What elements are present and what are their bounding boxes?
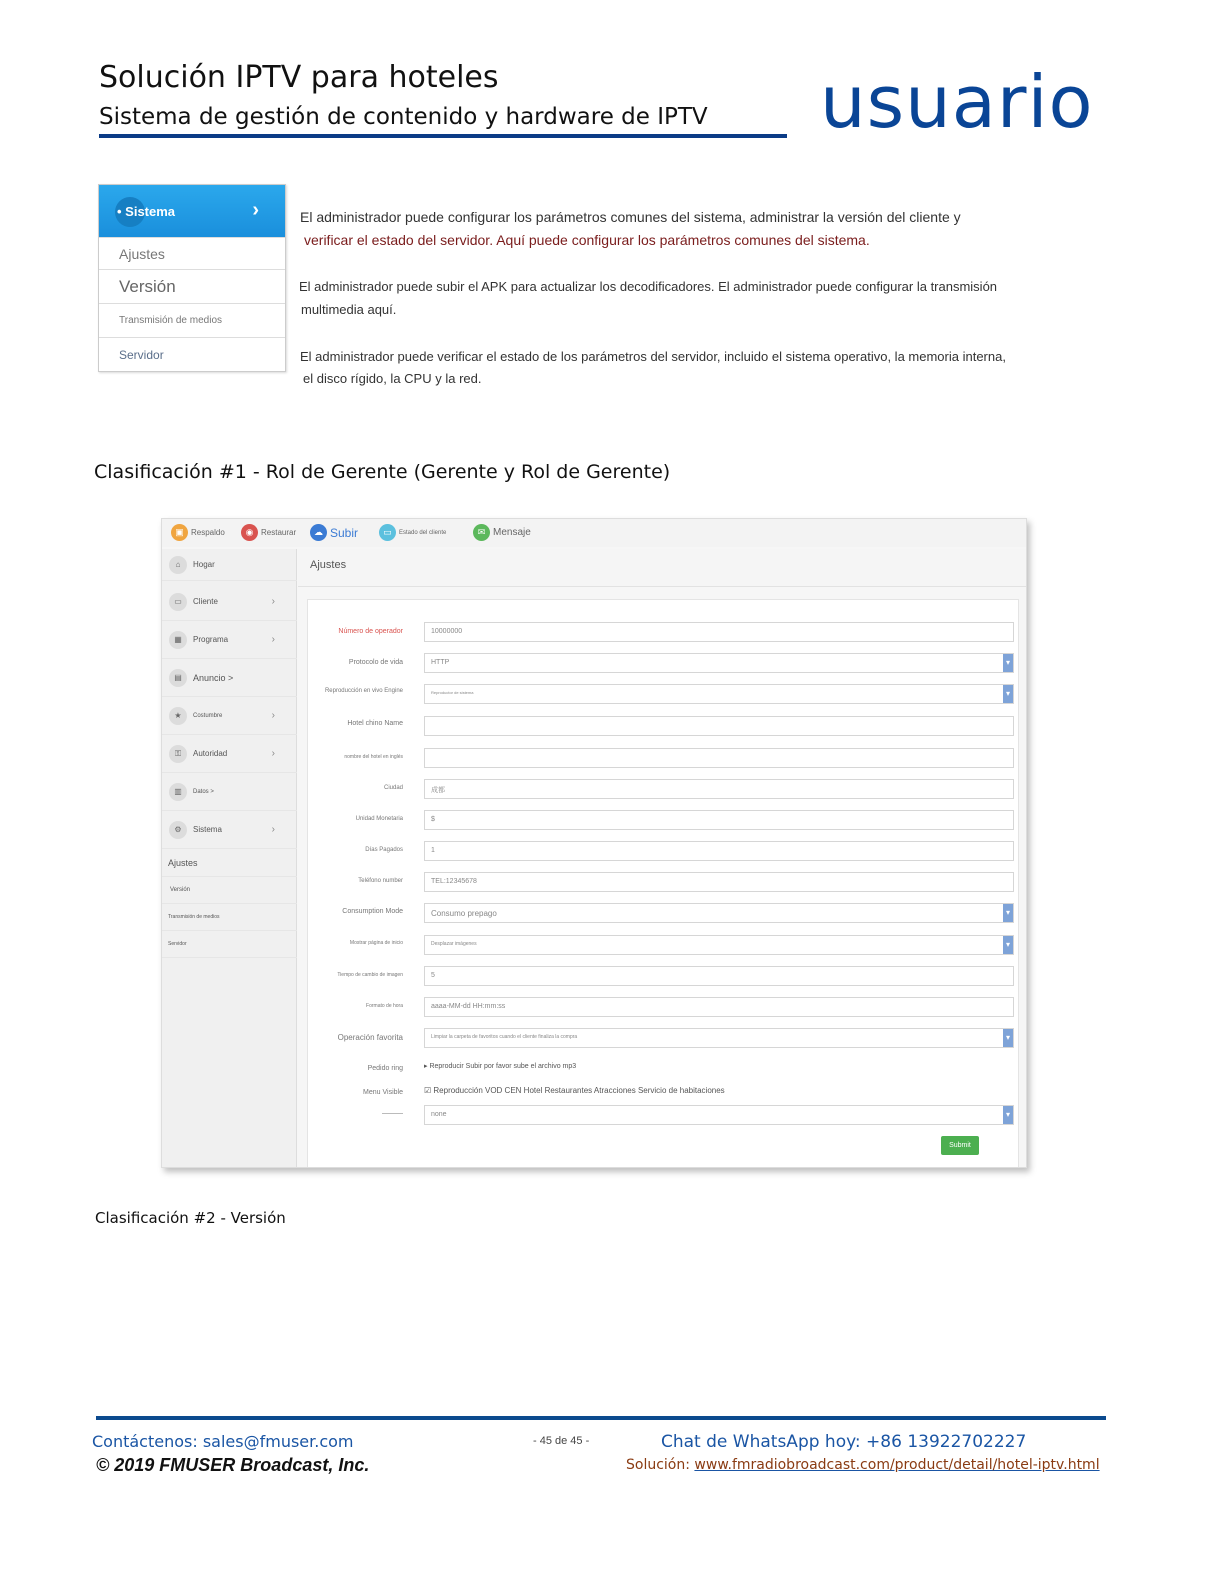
toolbar-backup[interactable]: ▣ Respaldo — [171, 524, 225, 541]
desc-paragraph-1-line-1: El administrador puede configurar los parámetros comunes del sistema, administrar la versión del cliente y — [300, 209, 961, 225]
currency-input[interactable]: $ — [424, 810, 1014, 830]
toolbar-restore[interactable]: ◉ Restaurar — [241, 524, 296, 541]
sidebar-sub-version[interactable]: Versión — [162, 877, 297, 904]
page-title: Ajustes — [298, 549, 1027, 587]
monitor-icon: ▭ — [379, 524, 396, 541]
menu-item-ajustes[interactable]: Ajustes — [99, 237, 285, 269]
menu-item-servidor[interactable]: Servidor — [99, 337, 285, 372]
label-operator: Número de operador — [338, 628, 403, 635]
home-icon: ⌂ — [169, 556, 187, 574]
ring-row[interactable]: ▸ Reproducir Subir por favor sube el archivo mp3 — [424, 1063, 577, 1070]
footer-divider — [96, 1416, 1106, 1420]
sidebar-item-data[interactable]: ▥ Datos > — [162, 773, 297, 811]
footer-solution-link[interactable]: www.fmradiobroadcast.com/product/detail/hotel-iptv.html — [694, 1457, 1100, 1473]
desc-paragraph-2-line-2: multimedia aquí. — [301, 302, 397, 317]
toolbar — [162, 519, 1027, 547]
chevron-right-icon: › — [252, 199, 259, 221]
sidebar-item-custom[interactable]: ★ Costumbre › — [162, 697, 297, 735]
classification-2-heading: Clasificación #2 - Versión — [95, 1209, 286, 1227]
label-homepage: Mostrar página de inicio — [349, 940, 403, 946]
upload-icon: ☁ — [310, 524, 327, 541]
ad-icon: ▤ — [169, 669, 187, 687]
desc-paragraph-3-line-2: el disco rígido, la CPU y la red. — [303, 371, 482, 386]
label-phone: Teléfono number — [358, 878, 403, 884]
settings-form — [307, 599, 1019, 1168]
screenshot-sidebar — [162, 549, 297, 1168]
image-time-input[interactable]: 5 — [424, 966, 1014, 986]
header-divider — [99, 134, 787, 138]
sidebar-item-ad[interactable]: ▤ Anuncio > — [162, 659, 297, 697]
page-number: - 45 de 45 - — [533, 1435, 590, 1447]
system-menu — [98, 184, 286, 372]
chevron-right-icon: › — [271, 748, 275, 759]
sidebar-item-client[interactable]: ▭ Cliente › — [162, 583, 297, 621]
chart-icon: ▥ — [169, 783, 187, 801]
footer-solution — [626, 1457, 1100, 1473]
favorite-select[interactable]: Limpiar la carpeta de favoritos cuando el cliente finaliza la compra ▾ — [424, 1028, 1014, 1048]
sidebar-sub-server[interactable]: Servidor — [162, 931, 297, 958]
sidebar-item-system[interactable]: ⚙ Sistema › — [162, 811, 297, 849]
gear-icon: ⚙ — [169, 821, 187, 839]
label-protocol: Protocolo de vida — [348, 659, 403, 666]
footer-contact[interactable]: Contáctenos: sales@fmuser.com — [92, 1432, 354, 1451]
city-input[interactable]: 成都 — [424, 779, 1014, 799]
sidebar-sub-streaming[interactable]: Transmisión de medios — [162, 904, 297, 931]
monitor-icon: ▭ — [169, 593, 187, 611]
key-icon: ⚿ — [169, 745, 187, 763]
time-format-input[interactable]: aaaa-MM-dd HH:mm:ss — [424, 997, 1014, 1017]
menu-item-version[interactable]: Versión — [99, 269, 285, 303]
checkbox-icon[interactable]: ☑ — [424, 1086, 432, 1095]
chevron-right-icon: › — [271, 596, 275, 607]
toolbar-message[interactable]: ✉ Mensaje — [473, 524, 531, 541]
label-menu-visible: Menu Visible — [363, 1089, 403, 1096]
settings-screenshot — [161, 518, 1027, 1168]
label-image-time: Tiempo de cambio de imagen — [337, 972, 403, 978]
document-title: Solución IPTV para hoteles — [99, 60, 499, 95]
menu-visible-row[interactable]: ☑ Reproducción VOD CEN Hotel Restaurantes Atracciones Servicio de habitaciones — [424, 1086, 725, 1095]
label-time-format: Formato de hora — [366, 1003, 403, 1009]
backup-icon: ▣ — [171, 524, 188, 541]
sidebar-item-program[interactable]: ▦ Programa › — [162, 621, 297, 659]
live-engine-select[interactable]: Reproductor de sistema ▾ — [424, 684, 1014, 704]
submit-button[interactable]: Submit — [941, 1136, 979, 1155]
label-hotel-cn: Hotel chino Name — [347, 720, 403, 727]
document-subtitle: Sistema de gestión de contenido y hardware de IPTV — [99, 104, 708, 130]
footer-whatsapp[interactable]: Chat de WhatsApp hoy: +86 13922702227 — [661, 1432, 1027, 1452]
label-extra: ——— — [382, 1110, 403, 1117]
label-favorite: Operación favorita — [337, 1033, 403, 1042]
chevron-right-icon: › — [271, 710, 275, 721]
logo-text: usuario — [820, 60, 1094, 144]
menu-item-transmision[interactable]: Transmisión de medios — [99, 303, 285, 337]
label-ring: Pedido ring — [367, 1065, 403, 1072]
footer-copyright: © 2019 FMUSER Broadcast, Inc. — [96, 1455, 370, 1475]
toolbar-client-status[interactable]: ▭ Estado del cliente — [379, 524, 446, 541]
sidebar-sub-settings[interactable]: Ajustes — [162, 849, 297, 877]
toolbar-upload[interactable]: ☁ Subir — [310, 524, 358, 541]
chevron-right-icon: › — [271, 824, 275, 835]
footer-solution-prefix: Solución: — [626, 1457, 695, 1473]
label-consumption: Consumption Mode — [342, 908, 403, 915]
desc-paragraph-3-line-1: El administrador puede verificar el estado de los parámetros del servidor, incluido el sistema operativo, la memoria interna, — [300, 349, 1006, 364]
classification-1-heading: Clasificación #1 - Rol de Gerente (Gerente y Rol de Gerente) — [94, 461, 671, 483]
star-icon: ★ — [169, 707, 187, 725]
label-currency: Unidad Monetaria — [355, 816, 403, 822]
desc-paragraph-2-line-1: El administrador puede subir el APK para actualizar los decodificadores. El administrador puede configurar la transmisión — [299, 279, 998, 294]
operator-input[interactable]: 10000000 — [424, 622, 1014, 642]
homepage-select[interactable]: Desplazar imágenes ▾ — [424, 935, 1014, 955]
sidebar-item-authority[interactable]: ⚿ Autoridad › — [162, 735, 297, 773]
sidebar-item-home[interactable]: ⌂ Hogar — [162, 549, 297, 581]
phone-input[interactable]: TEL:12345678 — [424, 872, 1014, 892]
hotel-en-input[interactable] — [424, 748, 1014, 768]
consumption-select[interactable]: Consumo prepago ▾ — [424, 903, 1014, 923]
extra-select[interactable]: none ▾ — [424, 1105, 1014, 1125]
menu-item-sistema[interactable] — [99, 185, 285, 237]
menu-item-sistema-label: • Sistema — [117, 203, 176, 219]
hotel-cn-input[interactable] — [424, 716, 1014, 736]
days-paid-input[interactable]: 1 — [424, 841, 1014, 861]
label-live-engine: Reproducción en vivo Engine — [324, 688, 403, 694]
chevron-right-icon: › — [271, 634, 275, 645]
desc-paragraph-1-line-2: verificar el estado del servidor. Aquí puede configurar los parámetros comunes del sistema. — [304, 232, 870, 248]
message-icon: ✉ — [473, 524, 490, 541]
label-city: Ciudad — [383, 785, 403, 791]
restore-icon: ◉ — [241, 524, 258, 541]
label-hotel-en: nombre del hotel en inglés — [344, 754, 403, 760]
label-days-paid: Días Pagados — [365, 847, 403, 853]
program-icon: ▦ — [169, 631, 187, 649]
protocol-select[interactable]: HTTP ▾ — [424, 653, 1014, 673]
